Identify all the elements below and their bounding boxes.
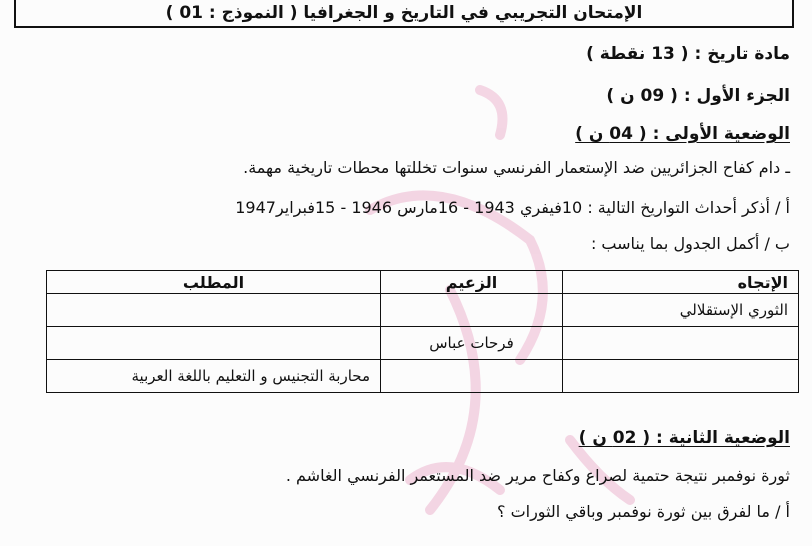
row-1-leader — [381, 294, 563, 327]
row-3-leader — [381, 360, 563, 393]
subject-heading: مادة تاريخ : ( 13 نقطة ) — [586, 44, 790, 64]
part-one-heading: الجزء الأول : ( 09 ن ) — [606, 86, 790, 106]
situation-two-heading: الوضعية الثانية : ( 02 ن ) — [578, 428, 790, 448]
row-2-trend — [563, 327, 799, 360]
row-1-demand — [47, 294, 381, 327]
table-header-row — [47, 271, 799, 294]
row-2-demand — [47, 327, 381, 360]
table-row — [47, 294, 799, 327]
row-3-demand: محاربة التجنيس و التعليم باللغة العربية — [47, 360, 381, 393]
row-2-leader: فرحات عباس — [381, 327, 563, 360]
situation-two-intro: ثورة نوفمبر نتيجة حتمية لصراع وكفاح مرير ضد المستعمر الفرنسي الغاشم . — [285, 466, 790, 485]
nationalist-trends-table — [46, 270, 799, 393]
row-1-trend: الثوري الإستقلالي — [563, 294, 799, 327]
table-row — [47, 327, 799, 360]
situation-one-question-a: أ / أذكر أحداث التواريخ التالية : 10فيفري 1943 - 16مارس 1946 - 15فبراير1947 — [235, 198, 790, 217]
table-row — [47, 360, 799, 393]
exam-title: الإمتحان التجريبي في التاريخ و الجغرافيا ( النموذج : 01 ) — [14, 0, 794, 28]
header-trend: الإتجاه — [563, 271, 799, 294]
situation-one-intro: ـ دام كفاح الجزائريين ضد الإستعمار الفرنسي سنوات تخللتها محطات تاريخية مهمة. — [243, 158, 790, 177]
situation-one-heading: الوضعية الأولى : ( 04 ن ) — [575, 124, 790, 144]
situation-one-question-b: ب / أكمل الجدول بما يناسب : — [590, 234, 790, 253]
header-leader: الزعيم — [381, 271, 563, 294]
row-3-trend — [563, 360, 799, 393]
situation-two-question-a: أ / ما لفرق بين ثورة نوفمبر وباقي الثورات ؟ — [496, 502, 790, 521]
header-demand: المطلب — [47, 271, 381, 294]
